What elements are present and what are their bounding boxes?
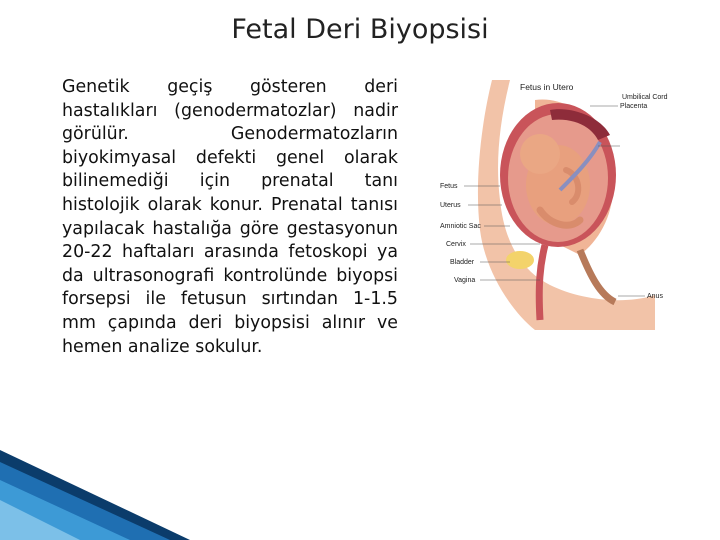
label-uterus: Uterus (440, 202, 461, 209)
label-vagina: Vagina (454, 277, 476, 284)
label-bladder: Bladder (450, 259, 475, 266)
label-amniotic-sac: Amniotic Sac (440, 223, 481, 230)
corner-decoration (0, 440, 200, 540)
label-fetus: Fetus (440, 183, 458, 190)
label-anus: Anus (647, 293, 663, 300)
label-umbilical-cord: Umbilical Cord (622, 94, 668, 101)
label-placenta: Placenta (620, 103, 648, 110)
fetus-in-utero-illustration (440, 80, 720, 330)
body-paragraph: Genetik geçiş gösteren deri hastalıkları (genodermatozlar) nadir görülür. Genodermatozların biyokimyasal defekti genel olarak bilinemediği için prenatal tanı histolojik olarak konur. Prenatal tanısı yapılacak hastalığa göre gestasyonun 20-22 haftaları arasında fetoskopi ya da ultrasonografi kontrolünde biyopsi forsepsi ile fetusun sırtından 1-1.5 mm çapında deri biyopsisi alınır ve hemen analize sokulur. (62, 77, 398, 357)
figure-title: Fetus in Utero (520, 82, 574, 92)
label-cervix: Cervix (446, 241, 466, 248)
slide-title: Fetal Deri Biyopsisi (231, 14, 489, 45)
